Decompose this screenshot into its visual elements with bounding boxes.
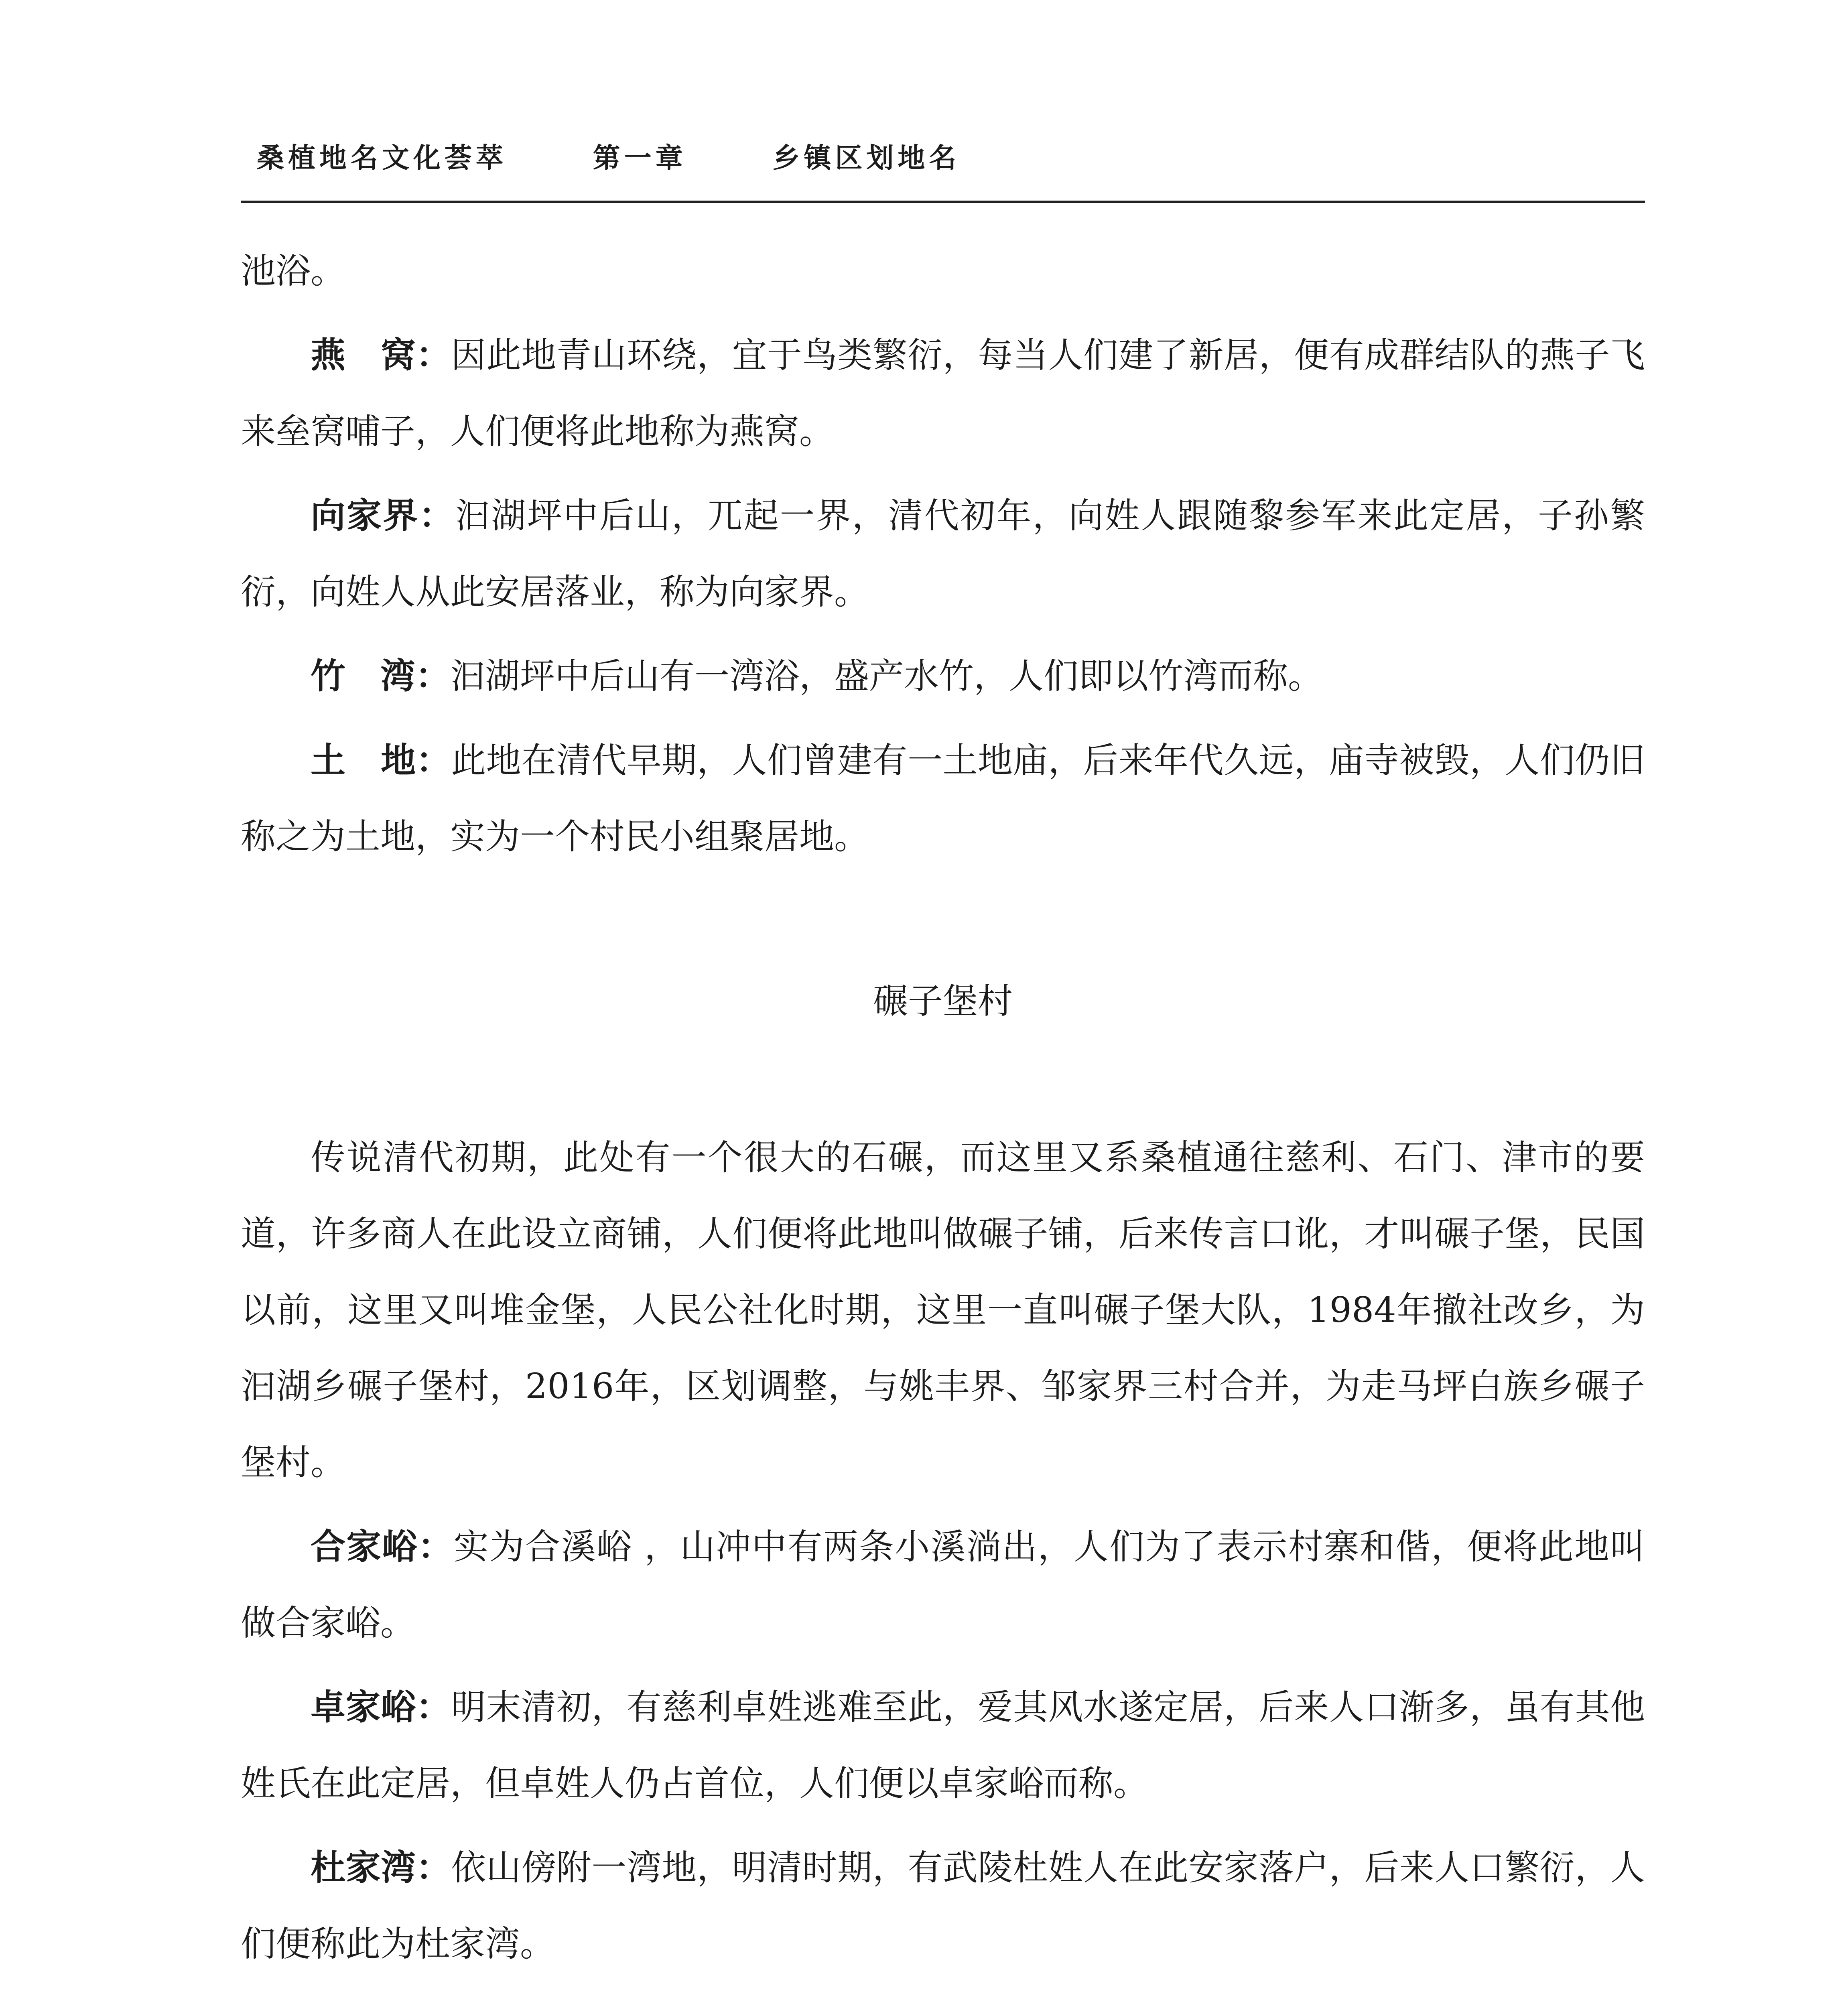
entry-text: 实为合溪峪 ，山冲中有两条小溪淌出，人们为了表示村寨和偕，便将此地叫做合家峪。: [241, 1526, 1645, 1643]
page-body: [241, 233, 1645, 2006]
chapter-label: 第一章: [593, 142, 687, 174]
entry-term: 竹 湾：: [311, 656, 450, 696]
continuation-paragraph: 池浴。: [241, 250, 345, 291]
entry-text: 依山傍附一湾地，明清时期，有武陵杜姓人在此安家落户，后来人口繁衍，人们便称此为杜家湾。: [241, 1847, 1645, 1964]
entry-dujiawan: [241, 1829, 1645, 1982]
entry-hejiayu: [241, 1509, 1645, 1661]
entry-term: 燕 窝：: [311, 335, 451, 376]
section-intro-paragraph: 传说清代初期，此处有一个很大的石碾，而这里又系桑植通往慈利、石门、津市的要道，许多商人在此设立商铺，人们便将此地叫做碾子铺，后来传言口讹，才叫碾子堡，民国以前，这里又叫堆金堡，人民公社化时期，这里一直叫碾子堡大队，1984年撤社改乡，为汩湖乡碾子堡村，2016年，区划调整，与姚丰界、邹家界三村合并，为走马坪白族乡碾子堡村。: [241, 1137, 1645, 1483]
entry-term: 卓家峪：: [311, 1687, 451, 1728]
entry-term: 向家界：: [311, 495, 455, 536]
book-title: 桑植地名文化荟萃: [257, 142, 508, 174]
entry-term: 土 地：: [311, 740, 451, 781]
section-heading: 碾子堡村: [873, 981, 1013, 1021]
entry-text: 汩湖坪中后山，兀起一界，清代初年，向姓人跟随黎参军来此定居，子孙繁衍，向姓人从此安居落业，称为向家界。: [241, 495, 1645, 612]
entry-text: 明末清初，有慈利卓姓逃难至此，爱其风水遂定居，后来人口渐多，虽有其他姓氏在此定居，但卓姓人仍占首位，人们便以卓家峪而称。: [241, 1687, 1645, 1804]
entry-tudi: [241, 722, 1645, 875]
entry-text: 因此地青山环绕，宜于鸟类繁衍，每当人们建了新居，便有成群结队的燕子飞来垒窝哺子，人们便将此地称为燕窝。: [241, 335, 1645, 452]
entry-zhuojiayu: [241, 1669, 1645, 1821]
entry-text: 此地在清代早期，人们曾建有一土地庙，后来年代久远，庙寺被毁，人们仍旧称之为土地，实为一个村民小组聚居地。: [241, 740, 1645, 857]
entry-text: 汩湖坪中后山有一湾浴，盛产水竹，人们即以竹湾而称。: [450, 656, 1323, 696]
entry-xiangjiajie: [241, 477, 1645, 630]
entry-zhuwan: [241, 638, 1645, 714]
entry-term: 杜家湾：: [311, 1847, 451, 1888]
section-label: 乡镇区划地名: [772, 142, 961, 174]
header-rule: [241, 201, 1645, 203]
entry-term: 合家峪：: [311, 1526, 454, 1567]
entry-yanwo: [241, 317, 1645, 469]
entry-qipanta: [241, 1990, 1645, 2006]
running-header: [257, 136, 960, 175]
